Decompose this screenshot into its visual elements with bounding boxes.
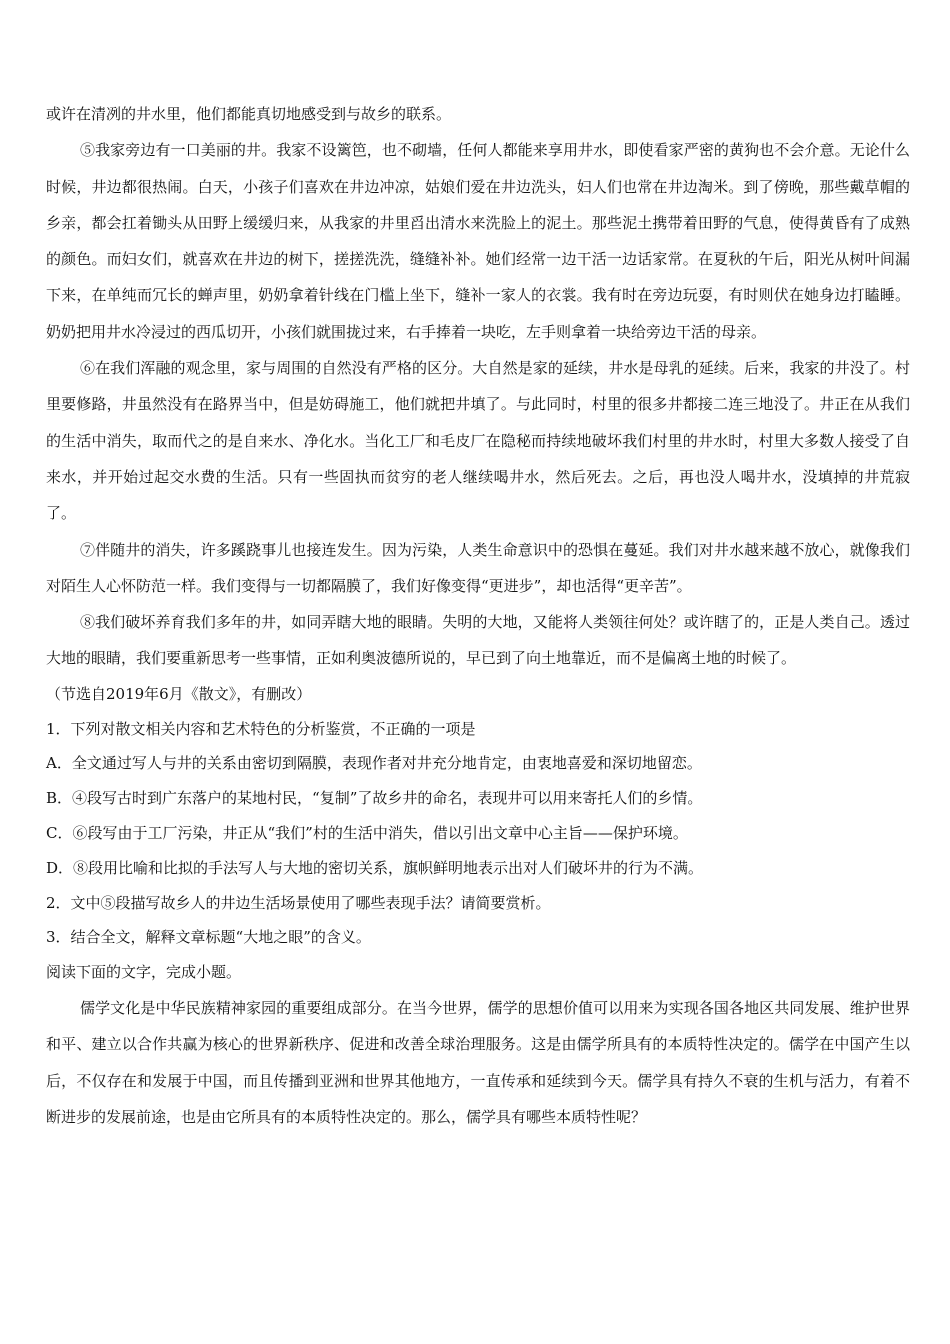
question-2: 2．文中⑤段描写故乡人的井边生活场景使用了哪些表现手法？请简要赏析。 bbox=[46, 893, 551, 912]
question-1: 1．下列对散文相关内容和艺术特色的分析鉴赏，不正确的一项是 bbox=[46, 719, 476, 738]
article-paragraph-8: ⑧我们破坏养育我们多年的井，如同弄瞎大地的眼睛。失明的大地，又能将人类领往何处？或许瞎了的，正是人类自己。透过大地的眼睛，我们要重新思考一些事情，正如利奥波德所说的，早已到了向土地靠近，而不是偏离土地的时候了。 bbox=[46, 613, 910, 668]
question-1-option-a: A．全文通过写人与井的关系由密切到隔膜，表现作者对井充分地肯定，由衷地喜爱和深切地留恋。 bbox=[46, 754, 702, 773]
article-paragraph-5: ⑤我家旁边有一口美丽的井。我家不设篱笆，也不砌墙，任何人都能来享用井水，即使看家严密的黄狗也不会介意。无论什么时候，井边都很热闹。白天，小孩子们喜欢在井边冲凉，姑娘们爱在井边洗头，妇人们也常在井边淘米。到了傍晚，那些戴草帽的乡亲，都会扛着锄头从田野上缓缓归来，从我家的井里舀出清水来洗脸上的泥土。那些泥土携带着田野的气息，使得黄昏有了成熟的颜色。而妇女们，就喜欢在井边的树下，搓搓洗洗，缝缝补补。她们经常一边干活一边话家常。在夏秋的午后，阳光从树叶间漏下来，在单纯而冗长的蝉声里，奶奶拿着针线在门槛上坐下，缝补一家人的衣裳。我有时在旁边玩耍，有时则伏在她身边打瞌睡。奶奶把用井水冷浸过的西瓜切开，小孩们就围拢过来，右手捧着一块吃，左手则拿着一块给旁边干活的母亲。 bbox=[46, 141, 910, 341]
question-1-option-b: B．④段写古时到广东落户的某地村民，“复制”了故乡井的命名，表现井可以用来寄托人们的乡情。 bbox=[46, 789, 703, 808]
article-paragraph-continued: 或许在清冽的井水里，他们都能真切地感受到与故乡的联系。 bbox=[46, 105, 452, 123]
section-instruction: 阅读下面的文字，完成小题。 bbox=[46, 963, 242, 982]
question-1-option-c: C．⑥段写由于工厂污染，井正从“我们”村的生活中消失，借以引出文章中心主旨——保护环境。 bbox=[46, 823, 688, 842]
document-page bbox=[46, 96, 910, 1135]
article-paragraph-7: ⑦伴随井的消失，许多蹊跷事儿也接连发生。因为污染，人类生命意识中的恐惧在蔓延。我们对井水越来越不放心，就像我们对陌生人心怀防范一样。我们变得与一切都隔膜了，我们好像变得“更进步”，却也活得“更辛苦”。 bbox=[46, 540, 910, 595]
article-paragraph-6: ⑥在我们浑融的观念里，家与周围的自然没有严格的区分。大自然是家的延续，井水是母乳的延续。后来，我家的井没了。村里要修路，井虽然没有在路界当中，但是妨碍施工，他们就把井填了。与此同时，村里的很多井都接二连三地没了。井正在从我们的生活中消失，取而代之的是自来水、净化水。当化工厂和毛皮厂在隐秘而持续地破坏我们村里的井水时，村里大多数人接受了自来水，并开始过起交水费的生活。只有一些固执而贫穷的老人继续喝井水，然后死去。之后，再也没人喝井水，没填掉的井荒寂了。 bbox=[46, 359, 910, 523]
question-1-option-d: D．⑧段用比喻和比拟的手法写人与大地的密切关系，旗帜鲜明地表示出对人们破坏井的行为不满。 bbox=[46, 858, 704, 877]
article-source: （节选自2019年6月《散文》，有删改） bbox=[46, 684, 312, 703]
question-3: 3．结合全文，解释文章标题“大地之眼”的含义。 bbox=[46, 928, 371, 947]
section-paragraph-1: 儒学文化是中华民族精神家园的重要组成部分。在当今世界，儒学的思想价值可以用来为实现各国各地区共同发展、维护世界和平、建立以合作共赢为核心的世界新秩序、促进和改善全球治理服务。这是由儒学所具有的本质特性决定的。儒学在中国产生以后，不仅存在和发展于中国，而且传播到亚洲和世界其他地方，一直传承和延续到今天。儒学具有持久不衰的生机与活力，有着不断进步的发展前途，也是由它所具有的本质特性决定的。那么，儒学具有哪些本质特性呢？ bbox=[46, 998, 910, 1126]
